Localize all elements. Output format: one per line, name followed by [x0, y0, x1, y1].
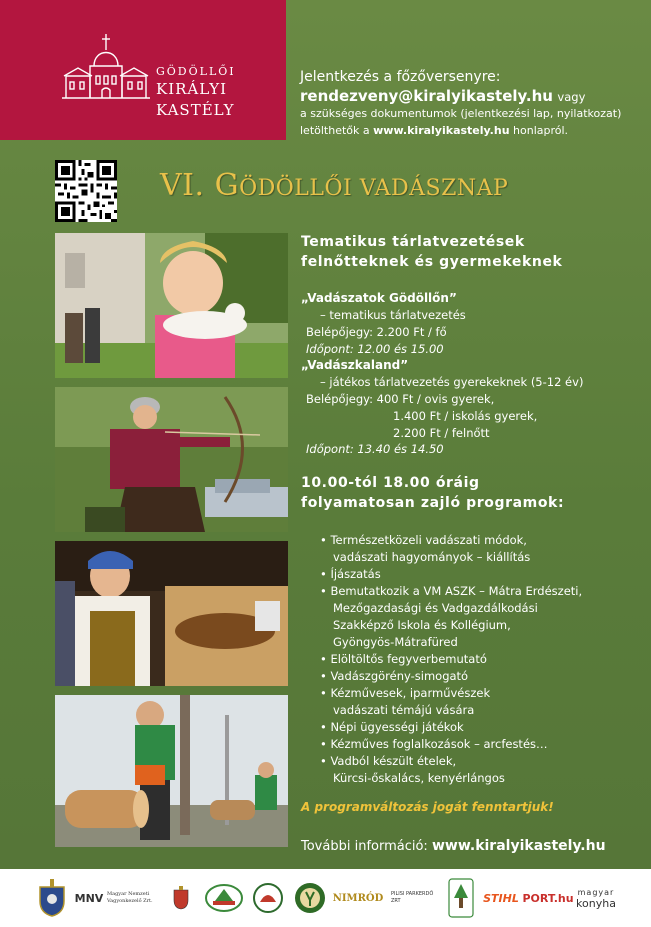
tour-2-desc: – játékos tárlatvezetés gyerekeknek (5-12 év) — [320, 375, 584, 389]
more-info-link[interactable]: www.kiralyikastely.hu — [431, 838, 606, 854]
tour-1-price: Belépőjegy: 2.200 Ft / fő — [306, 325, 447, 339]
more-info-label: További információ: — [301, 839, 428, 854]
port-logo[interactable] — [522, 869, 574, 927]
pilis-text: PILISI PARKERDŐ ZRT — [391, 891, 434, 904]
event-title — [160, 168, 508, 203]
program-item: • Kézművesek, iparművészek — [320, 686, 491, 700]
tour-1-time: Időpont: 12.00 és 15.00 — [306, 342, 444, 356]
nimrod-text: NIMRÓD — [332, 892, 384, 904]
logo-line-3: KASTÉLY — [156, 101, 235, 119]
program-item: • Vadból készült ételek, — [320, 754, 457, 768]
port-text: PORT.hu — [522, 891, 574, 905]
photo-girl-with-ferret — [55, 233, 288, 378]
round-seal-icon — [252, 882, 284, 914]
deer-badge-icon — [294, 882, 326, 914]
program-change-notice: A programváltozás jogát fenntartjuk! — [301, 800, 554, 814]
green-seal-logo[interactable] — [202, 869, 246, 927]
tour-2-price-3: 2.200 Ft / felnőtt — [393, 426, 490, 440]
qr-code-icon[interactable] — [55, 160, 117, 222]
konyha-line-1: magyar — [577, 888, 615, 897]
download-prefix: letölthetők a — [300, 124, 370, 137]
more-info — [301, 838, 606, 854]
registration-email-suffix: vagy — [557, 90, 586, 104]
tree-badge-icon — [448, 878, 474, 918]
photo-archer-on-horse — [55, 387, 288, 532]
ministry-crest-logo[interactable] — [168, 869, 194, 927]
registration-email-link[interactable]: rendezveny@kiralyikastely.hu — [300, 87, 553, 105]
program-item: • Bemutatkozik a VM ASZK – Mátra Erdészeti, — [320, 584, 583, 598]
download-suffix: honlapról. — [513, 124, 569, 137]
tour-1-name: „Vadászatok Gödöllőn” — [301, 291, 457, 305]
castle-icon — [60, 30, 152, 102]
mnv-full-text: Magyar Nemzeti Vagyonkezelő Zrt. — [107, 891, 153, 904]
registration-download-text — [300, 124, 568, 137]
programs-heading-2: folyamatosan zajló programok: — [301, 495, 565, 511]
photo-chainsaw-demo — [55, 695, 288, 847]
registration-title: Jelentkezés a főzőversenyre: — [300, 69, 501, 85]
download-website-link[interactable]: www.kiralyikastely.hu — [373, 124, 510, 137]
logo-line-2: KIRÁLYI — [156, 80, 228, 98]
program-item-cont: Gyöngyös-Mátrafüred — [333, 635, 458, 649]
mnv-full-logo[interactable] — [107, 869, 167, 927]
program-item: • Kézműves foglalkozások – arcfestés… — [320, 737, 548, 751]
round-seal-logo[interactable] — [250, 869, 286, 927]
registration-documents-text: a szükséges dokumentumok (jelentkezési lap, nyilatkozat) — [300, 107, 622, 120]
program-item-cont: vadászati hagyományok – kiállítás — [333, 550, 531, 564]
school-logo[interactable] — [446, 869, 476, 927]
program-item: • Népi ügyességi játékok — [320, 720, 464, 734]
mnv-text: MNV — [74, 891, 104, 905]
tours-heading-1: Tematikus tárlatvezetések — [301, 234, 525, 250]
pilis-logo[interactable] — [388, 869, 444, 927]
mnv-logo[interactable] — [74, 869, 104, 927]
programs-heading-1: 10.00-tól 18.00 óráig — [301, 475, 480, 491]
konyha-line-2: konyha — [576, 897, 616, 910]
magyar-konyha-logo[interactable] — [574, 869, 618, 927]
program-item-cont: Szakképző Iskola és Kollégium, — [333, 618, 511, 632]
seal-icon — [205, 883, 243, 913]
stihl-logo[interactable] — [480, 869, 522, 927]
title-rest: ÖDÖLLŐI VADÁSZNAP — [239, 176, 509, 201]
program-item-cont: Kürcsi-őskalács, kenyérlángos — [333, 771, 505, 785]
logo-line-1: GÖDÖLLŐI — [156, 65, 236, 78]
crest-icon — [173, 886, 189, 910]
tour-2-name: „Vadászkaland” — [301, 358, 409, 372]
title-roman: VI. G — [160, 168, 240, 203]
tour-2-price-1: Belépőjegy: 400 Ft / ovis gyerek, — [306, 392, 495, 406]
stihl-text: STIHL — [483, 891, 519, 905]
tour-1-desc: – tematikus tárlatvezetés — [320, 308, 466, 322]
program-item: • Elöltöltős fegyverbemutató — [320, 652, 487, 666]
tour-2-price-2: 1.400 Ft / iskolás gyerek, — [393, 409, 538, 423]
program-item-cont: vadászati témájú vására — [333, 703, 475, 717]
program-item: • Vadászgörény-simogató — [320, 669, 469, 683]
coat-of-arms-icon — [38, 879, 66, 917]
registration-email-row — [300, 87, 585, 105]
tour-2-time: Időpont: 13.40 és 14.50 — [306, 442, 444, 456]
tours-heading-2: felnőtteknek és gyermekeknek — [301, 254, 563, 270]
coat-of-arms-logo[interactable] — [35, 869, 69, 927]
palace-logo[interactable] — [0, 0, 286, 140]
program-item: • Természetközeli vadászati módok, — [320, 533, 527, 547]
program-item-cont: Mezőgazdasági és Vadgazdálkodási — [333, 601, 538, 615]
program-item: • Íjászatás — [320, 567, 381, 581]
photo-market-vendor — [55, 541, 288, 686]
sponsor-bar — [0, 869, 651, 927]
hunting-association-logo[interactable] — [292, 869, 328, 927]
nimrod-logo[interactable] — [332, 869, 384, 927]
